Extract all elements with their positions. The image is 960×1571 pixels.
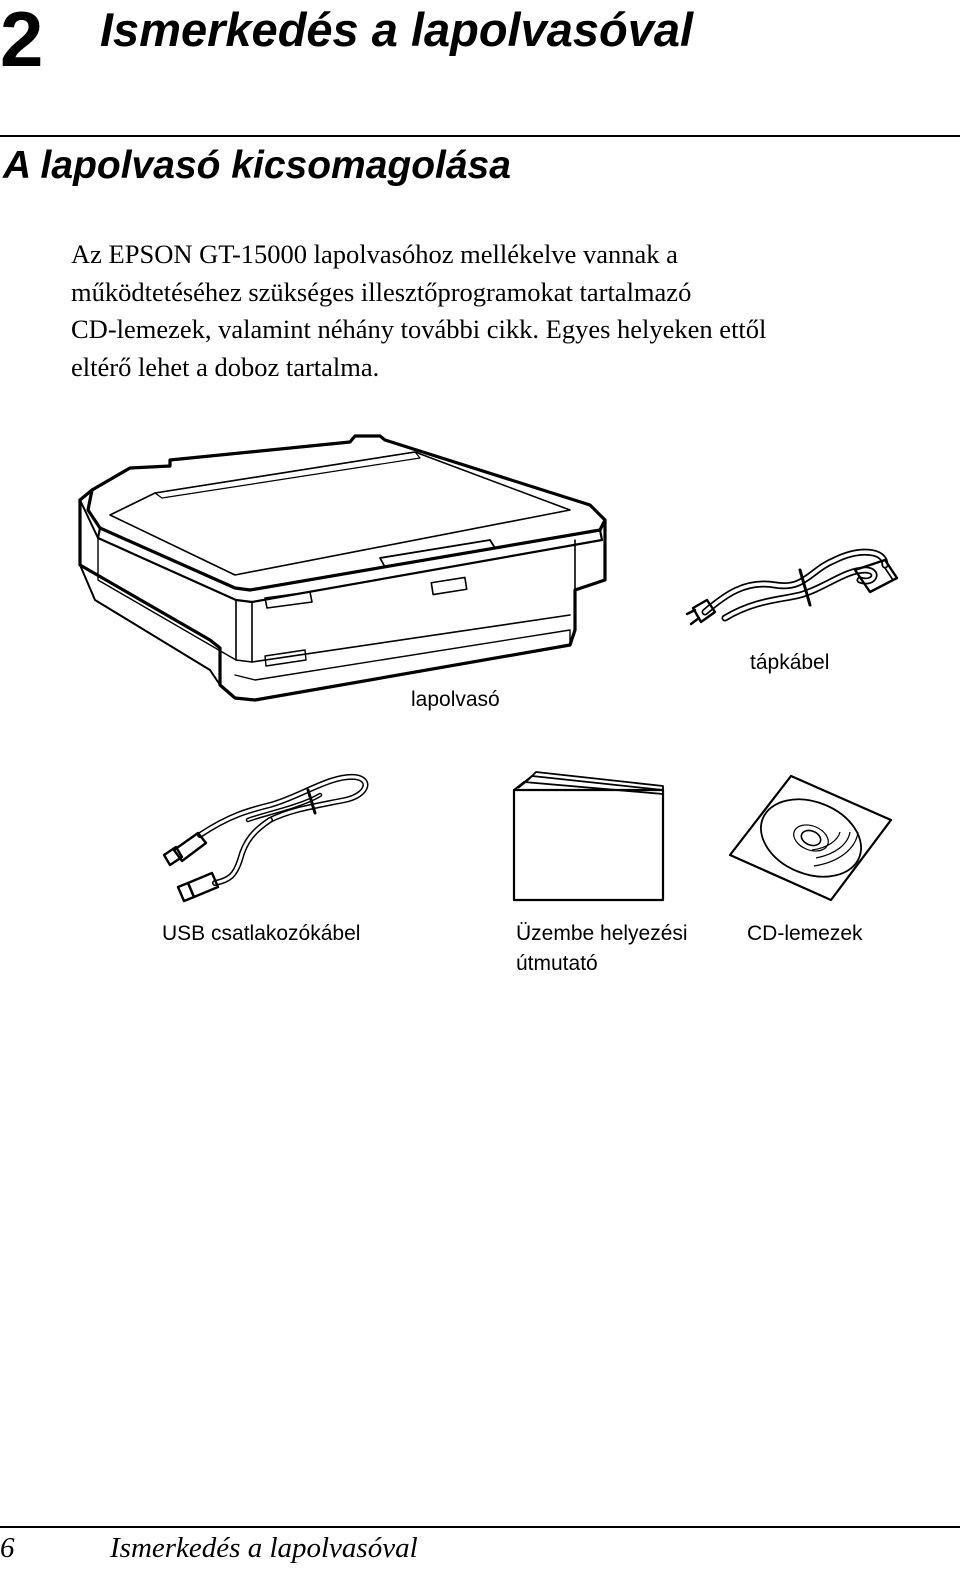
intro-paragraph xyxy=(71,236,951,386)
power-cable-icon xyxy=(685,540,905,635)
scanner-label: lapolvasó xyxy=(411,688,500,711)
chapter-number: 2 xyxy=(0,0,42,83)
manual-icon xyxy=(508,768,668,906)
intro-line: működtetéséhez szükséges illesztőprogramokat tartalmazó xyxy=(71,276,692,307)
chapter-title: Ismerkedés a lapolvasóval xyxy=(100,3,694,56)
intro-line: Az EPSON GT-15000 lapolvasóhoz mellékelve vannak a xyxy=(71,239,678,269)
intro-line: CD-lemezek, valamint néhány további cikk. Egyes helyeken ettől xyxy=(71,314,767,344)
usb-cable-label: USB csatlakozókábel xyxy=(162,922,361,945)
cd-icon xyxy=(726,770,896,905)
intro-line: eltérő lehet a doboz tartalma. xyxy=(71,351,380,382)
footer-page-number: 6 xyxy=(0,1532,15,1564)
power-cable-label: tápkábel xyxy=(750,651,830,674)
guide-label-line2: útmutató xyxy=(516,952,598,975)
usb-cable-icon xyxy=(160,765,375,905)
header-rule xyxy=(0,135,960,137)
guide-label-line1: Üzembe helyezési xyxy=(516,922,688,945)
cd-label: CD-lemezek xyxy=(747,922,863,945)
scanner-icon xyxy=(70,430,615,710)
section-title: A lapolvasó kicsomagolása xyxy=(3,144,511,187)
footer-rule xyxy=(0,1526,960,1528)
footer-title: Ismerkedés a lapolvasóval xyxy=(110,1532,418,1564)
